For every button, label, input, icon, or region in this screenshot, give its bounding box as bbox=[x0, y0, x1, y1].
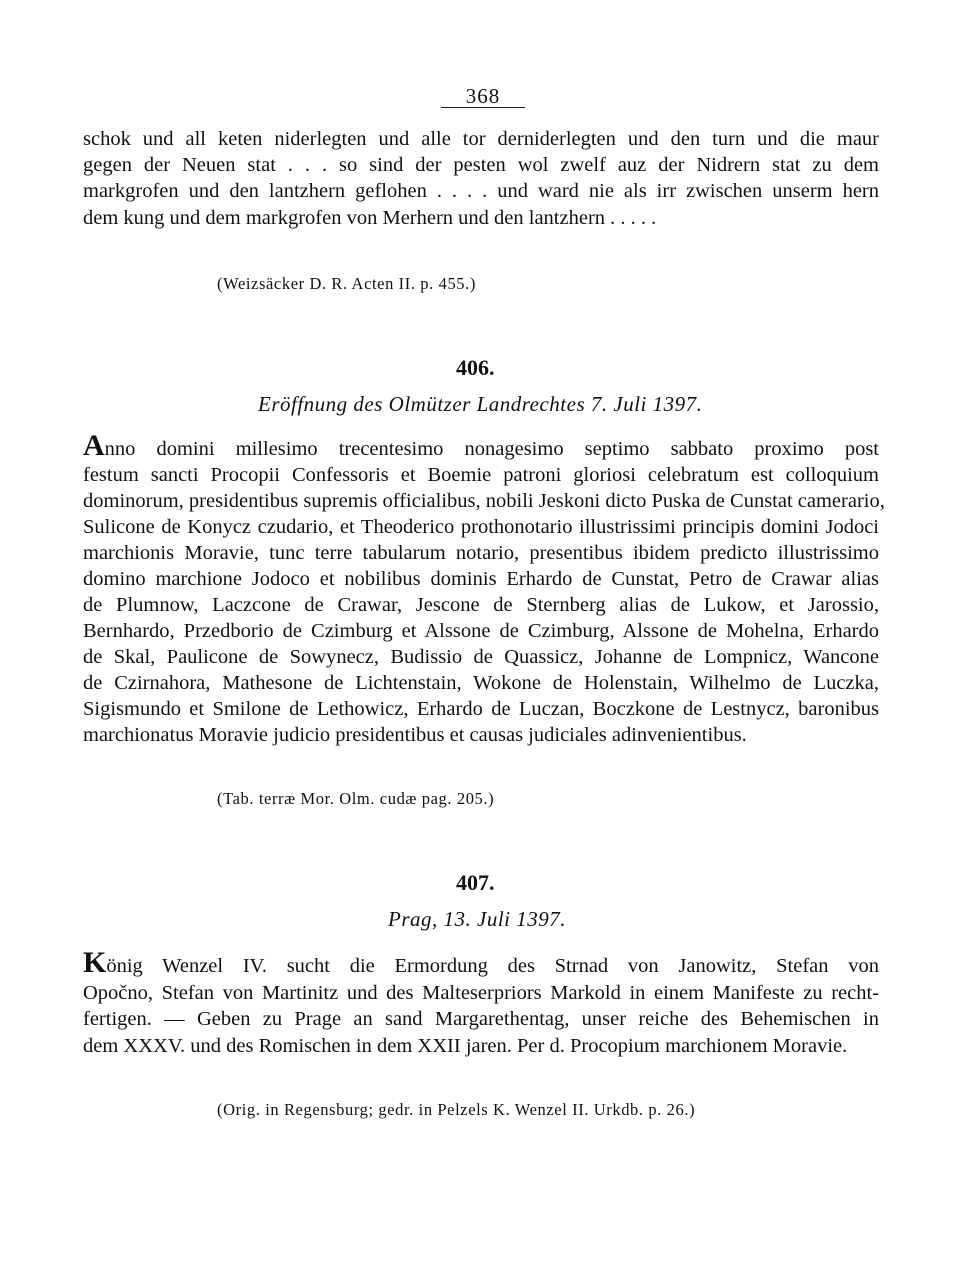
document-heading: Eröffnung des Olmützer Landrechtes 7. Juli 1397. bbox=[258, 392, 703, 416]
source-citation: (Orig. in Regensburg; gedr. in Pelzels K. Wenzel II. Urkdb. p. 26.) bbox=[217, 1100, 696, 1119]
text-line: Sulicone de Konycz czudario, et Theoderico prothonotario illustrissimi principis domini Jodoci bbox=[83, 516, 879, 538]
page-number: 368 bbox=[465, 84, 501, 108]
text-line: dominorum, presidentibus supremis officialibus, nobili Jeskoni dicto Puska de Cunstat camerario, bbox=[83, 490, 885, 512]
text-line: Bernhardo, Przedborio de Czimburg et Alssone de Czimburg, Alssone de Mohelna, Erhardo bbox=[83, 620, 879, 642]
text-line: gegen der Neuen stat . . . so sind der pesten wol zwelf auz der Nidrern stat zu dem bbox=[83, 154, 879, 176]
text-line: Opočno, Stefan von Martinitz und des Malteserpriors Markold in einem Manifeste zu recht- bbox=[83, 982, 879, 1004]
initial-letter: K bbox=[83, 946, 107, 979]
source-citation: (Tab. terræ Mor. Olm. cudæ pag. 205.) bbox=[217, 789, 495, 808]
text-line: dem XXXV. und des Romischen in dem XXII jaren. Per d. Procopium marchionem Moravie. bbox=[83, 1035, 848, 1057]
document-heading: Prag, 13. Juli 1397. bbox=[388, 907, 566, 931]
text-line: marchionis Moravie, tunc terre tabularum notario, presentibus ibidem predicto illustrissimo bbox=[83, 542, 879, 564]
text-line: de Plumnow, Laczcone de Crawar, Jescone de Sternberg alias de Lukow, et Jarossio, bbox=[83, 594, 879, 616]
document-number: 406. bbox=[456, 355, 495, 380]
text-line: festum sancti Procopii Confessoris et Boemie patroni gloriosi celebratum est colloquium bbox=[83, 464, 879, 486]
text-line: de Czirnahora, Mathesone de Lichtenstain, Wokone de Holenstain, Wilhelmo de Luczka, bbox=[83, 672, 879, 694]
text-line: domino marchione Jodoco et nobilibus dominis Erhardo de Cunstat, Petro de Crawar alias bbox=[83, 568, 879, 590]
text-line: markgrofen und den lantzhern geflohen . . . . und ward nie als irr zwischen unserm hern bbox=[83, 180, 879, 202]
page-number-rule bbox=[441, 107, 525, 108]
text-line-first bbox=[83, 946, 879, 979]
first-line-text: önig Wenzel IV. sucht die Ermordung des Strnad von Janowitz, Stefan von bbox=[106, 955, 879, 977]
text-line: dem kung und dem markgrofen von Merhern und den lantzhern . . . . . bbox=[83, 207, 657, 229]
first-line-text: nno domini millesimo trecentesimo nonagesimo septimo sabbato proximo post bbox=[104, 438, 879, 460]
initial-letter: A bbox=[83, 429, 105, 462]
text-line: marchionatus Moravie judicio presidentibus et causas judiciales adinvenientibus. bbox=[83, 724, 747, 746]
text-line: fertigen. — Geben zu Prage an sand Margarethentag, unser reiche des Behemischen in bbox=[83, 1008, 879, 1030]
text-line: schok und all keten niderlegten und alle tor derniderlegten und den turn und die maur bbox=[83, 128, 879, 150]
text-line-first bbox=[83, 429, 879, 462]
text-line: Sigismundo et Smilone de Lethowicz, Erhardo de Luczan, Boczkone de Lestnycz, baronibus bbox=[83, 698, 879, 720]
text-line: de Skal, Paulicone de Sowynecz, Budissio de Quassicz, Johanne de Lompnicz, Wancone bbox=[83, 646, 879, 668]
source-citation: (Weizsäcker D. R. Acten II. p. 455.) bbox=[217, 274, 476, 293]
document-number: 407. bbox=[456, 870, 495, 895]
